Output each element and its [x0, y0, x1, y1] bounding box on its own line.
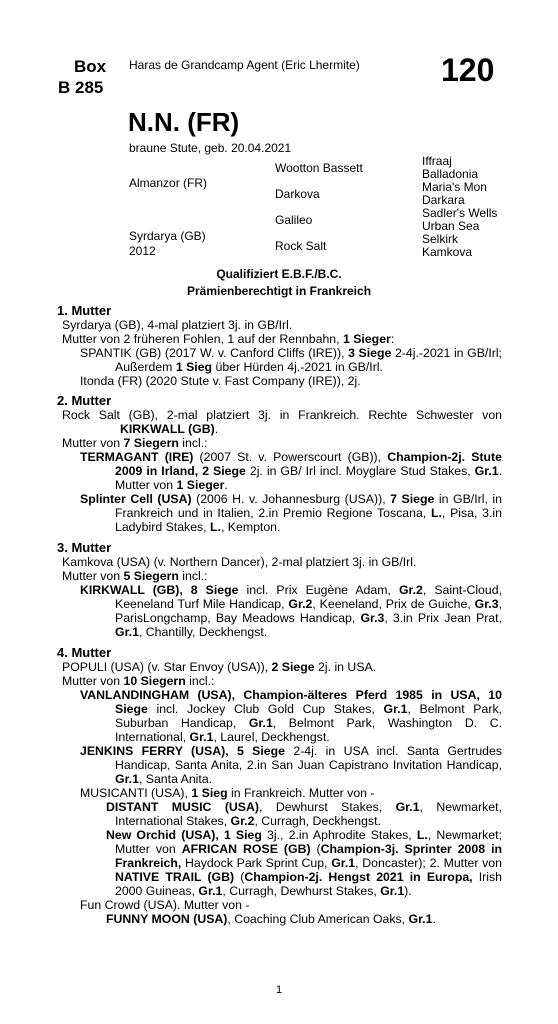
offspring-entry: KIRKWALL (GB), 8 Siege incl. Prix Eugène Adam, Gr.2, Saint-Cloud, Keeneland Turf Mile Handicap, Gr.2, Keeneland, Prix de Guiche, Gr.3, ParisLongchamp, Bay Meadows Handicap, Gr.3, 3.in Prix Jean Prat, Gr.1, Chantilly, Deckhengst. — [80, 583, 502, 639]
dam-record: Rock Salt (GB), 2-mal platziert 3j. in Frankreich. Rechte Schwester von KIRKWALL (GB). — [62, 408, 502, 436]
produce-summary: Mutter von 2 früheren Fohlen, 1 auf der Rennbahn, 1 Sieger: — [62, 332, 395, 346]
gen3-8: Kamkova — [422, 245, 473, 259]
dam-record: Kamkova (USA) (v. Northern Dancer), 2-mal platziert 3j. in GB/Irl. — [62, 555, 417, 569]
section-heading: 2. Mutter — [57, 393, 112, 408]
lot-number: 120 — [441, 52, 495, 88]
offspring-entry: Splinter Cell (USA) (2006 H. v. Johannesburg (USA)), 7 Siege in GB/Irl, in Frankreich und in Italien, 2.in Premio Regione Toscana, L., Pisa, 3.in Ladybird Stakes, L., Kempton. — [80, 492, 502, 534]
section-heading: 1. Mutter — [57, 303, 112, 318]
gen3-5: Sadler's Wells — [422, 206, 498, 220]
grand-offspring-entry: New Orchid (USA), 1 Sieg 3j., 2.in Aphrodite Stakes, L., Newmarket; Mutter von AFRICAN ROSE (GB) (Champion-3j. Sprinter 2008 in Frankreich, Haydock Park Sprint Cup, Gr.1, Doncaster); 2. Mutter von NATIVE TRAIL (GB) (Champion-2j. Hengst 2021 in Europa, Irish 2000 Guineas, Gr.1, Curragh, Dewhurst Stakes, Gr.1). — [106, 828, 502, 898]
dam-year: 2012 — [129, 244, 156, 258]
horse-name: N.N. (FR) — [128, 107, 240, 137]
box-label: Box — [74, 57, 107, 76]
offspring-entry: SPANTIK (GB) (2017 W. v. Canford Cliffs (IRE)), 3 Siege 2-4j.-2021 in GB/Irl; Außerdem 1 Sieg über Hürden 4j.-2021 in GB/Irl. — [80, 346, 502, 374]
gen3-3: Maria's Mon — [422, 180, 487, 194]
offspring-entry: Itonda (FR) (2020 Stute v. Fast Company (IRE)), 2j. — [80, 374, 361, 388]
dam-dam: Rock Salt — [275, 239, 327, 253]
qualification-line-2: Prämienberechtigt in Frankreich — [186, 284, 372, 298]
grand-offspring-entry: DISTANT MUSIC (USA), Dewhurst Stakes, Gr.1, Newmarket, International Stakes, Gr.2, Curragh, Deckhengst. — [106, 800, 502, 828]
offspring-entry: MUSICANTI (USA), 1 Sieg in Frankreich. Mutter von - — [80, 786, 375, 800]
gen3-7: Selkirk — [422, 232, 459, 246]
page-number: 1 — [275, 984, 283, 996]
produce-summary: Mutter von 7 Siegern incl.: — [62, 436, 208, 450]
dam-sire: Galileo — [275, 213, 313, 227]
sire: Almanzor (FR) — [129, 176, 208, 190]
section-heading: 4. Mutter — [57, 645, 112, 660]
gen3-1: Iffraaj — [422, 154, 452, 168]
dam-record: POPULI (USA) (v. Star Envoy (USA)), 2 Siege 2j. in USA. — [62, 660, 377, 674]
gen3-4: Darkara — [422, 193, 465, 207]
gen3-6: Urban Sea — [422, 219, 480, 233]
box-number: B 285 — [58, 78, 104, 97]
produce-summary: Mutter von 10 Siegern incl.: — [62, 674, 215, 688]
gen3-2: Balladonia — [422, 167, 479, 181]
section-third-dam — [57, 540, 502, 639]
dam-record: Syrdarya (GB), 4-mal platziert 3j. in GB/Irl. — [62, 318, 293, 332]
consignor: Haras de Grandcamp Agent (Eric Lhermite) — [129, 58, 360, 72]
offspring-entry: Fun Crowd (USA). Mutter von - — [80, 898, 250, 912]
qualification-line-1: Qualifiziert E.B.F./B.C. — [216, 267, 342, 281]
horse-description: braune Stute, geb. 20.04.2021 — [129, 141, 292, 155]
offspring-entry: TERMAGANT (IRE) (2007 St. v. Powerscourt (GB)), Champion-2j. Stute 2009 in Irland, 2 Siege 2j. in GB/ Irl incl. Moyglare Stud Stakes, Gr.1. Mutter von 1 Sieger. — [80, 450, 503, 492]
section-heading: 3. Mutter — [57, 540, 112, 555]
offspring-entry: VANLANDINGHAM (USA), Champion-älteres Pferd 1985 in USA, 10 Siege incl. Jockey Club Gold Cup Stakes, Gr.1, Belmont Park, Suburban Handicap, Gr.1, Belmont Park, Washington D. C. International, Gr.1, Laurel, Deckhengst. — [80, 688, 503, 744]
section-fourth-dam — [57, 645, 502, 926]
grand-offspring-entry: FUNNY MOON (USA), Coaching Club American Oaks, Gr.1. — [106, 912, 436, 926]
produce-summary: Mutter von 5 Siegern incl.: — [62, 569, 208, 583]
sire-sire: Wootton Bassett — [275, 161, 363, 175]
offspring-entry: JENKINS FERRY (USA), 5 Siege 2-4j. in USA incl. Santa Gertrudes Handicap, Santa Anita, 2.in San Juan Capistrano Invitation Handicap, Gr.1, Santa Anita. — [80, 744, 502, 786]
section-first-dam — [57, 303, 502, 388]
sire-dam: Darkova — [275, 187, 320, 201]
dam: Syrdarya (GB) — [129, 229, 206, 243]
section-second-dam — [57, 393, 502, 534]
